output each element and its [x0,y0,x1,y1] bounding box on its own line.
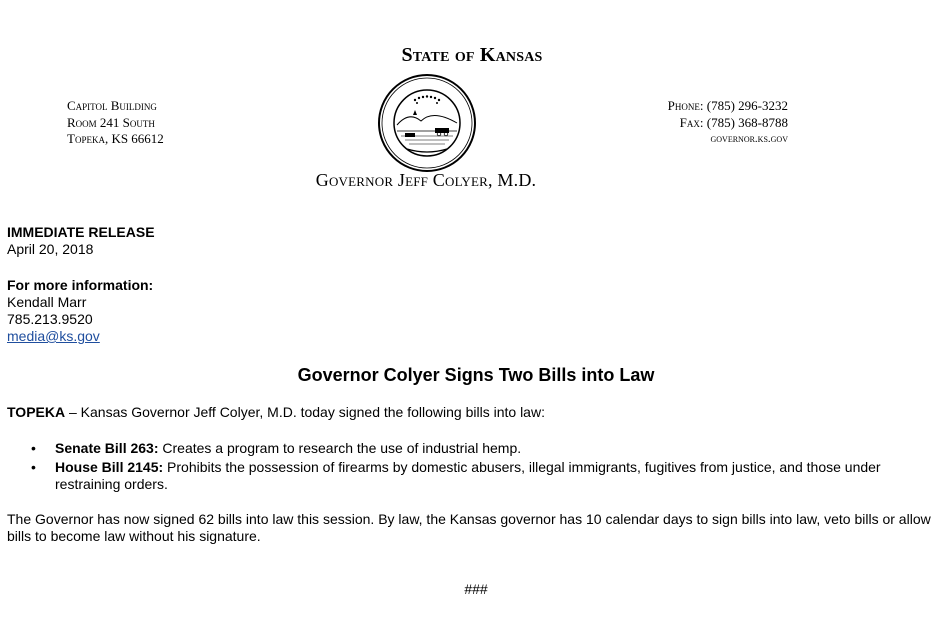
list-item [0,440,925,457]
phone-line: Phone: (785) 296-3232 [667,98,788,113]
address-line: Topeka, KS 66612 [67,131,164,146]
contact-email-link[interactable]: media@ks.gov [7,328,100,344]
contact-block [7,277,153,345]
bill-name: Senate Bill 263: [55,440,159,456]
office-contact [668,98,788,148]
bill-list [0,440,944,495]
office-address [67,98,164,148]
website-line: governor.ks.gov [710,133,788,145]
bill-name: House Bill 2145: [55,459,164,475]
info-label: For more information: [7,277,154,293]
intro-paragraph [7,404,927,421]
release-date: April 20, 2018 [7,241,94,257]
bill-description: Prohibits the possession of firearms by domestic abusers, illegal immigrants, fugitives from justice, and those under restraining orders. [55,459,881,492]
governor-name: Governor Jeff Colyer, M.D. [315,170,537,190]
dateline: TOPEKA [7,404,66,420]
bill-description: Creates a program to research the use of industrial hemp. [158,440,522,456]
list-item [0,459,925,493]
kansas-seal-icon [377,73,477,173]
address-line: Capitol Building [67,98,157,113]
contact-phone: 785.213.9520 [7,311,93,327]
headline: Governor Colyer Signs Two Bills into Law [297,365,655,385]
release-label: IMMEDIATE RELEASE [7,224,155,240]
state-title: State of Kansas [401,44,543,66]
address-line: Room 241 South [67,114,155,130]
bullet-icon: • [31,459,36,475]
end-marks: ### [464,581,488,597]
contact-name: Kendall Marr [7,294,87,310]
fax-line: Fax: (785) 368-8788 [679,114,788,130]
closing-paragraph: The Governor has now signed 62 bills into law this session. By law, the Kansas governor has 10 calendar days to sign bills into law, veto bills or allow bills to become law without his signature. [7,511,931,544]
intro-text: – Kansas Governor Jeff Colyer, M.D. today signed the following bills into law: [65,404,545,420]
release-block [7,224,155,258]
bullet-icon: • [31,440,36,456]
